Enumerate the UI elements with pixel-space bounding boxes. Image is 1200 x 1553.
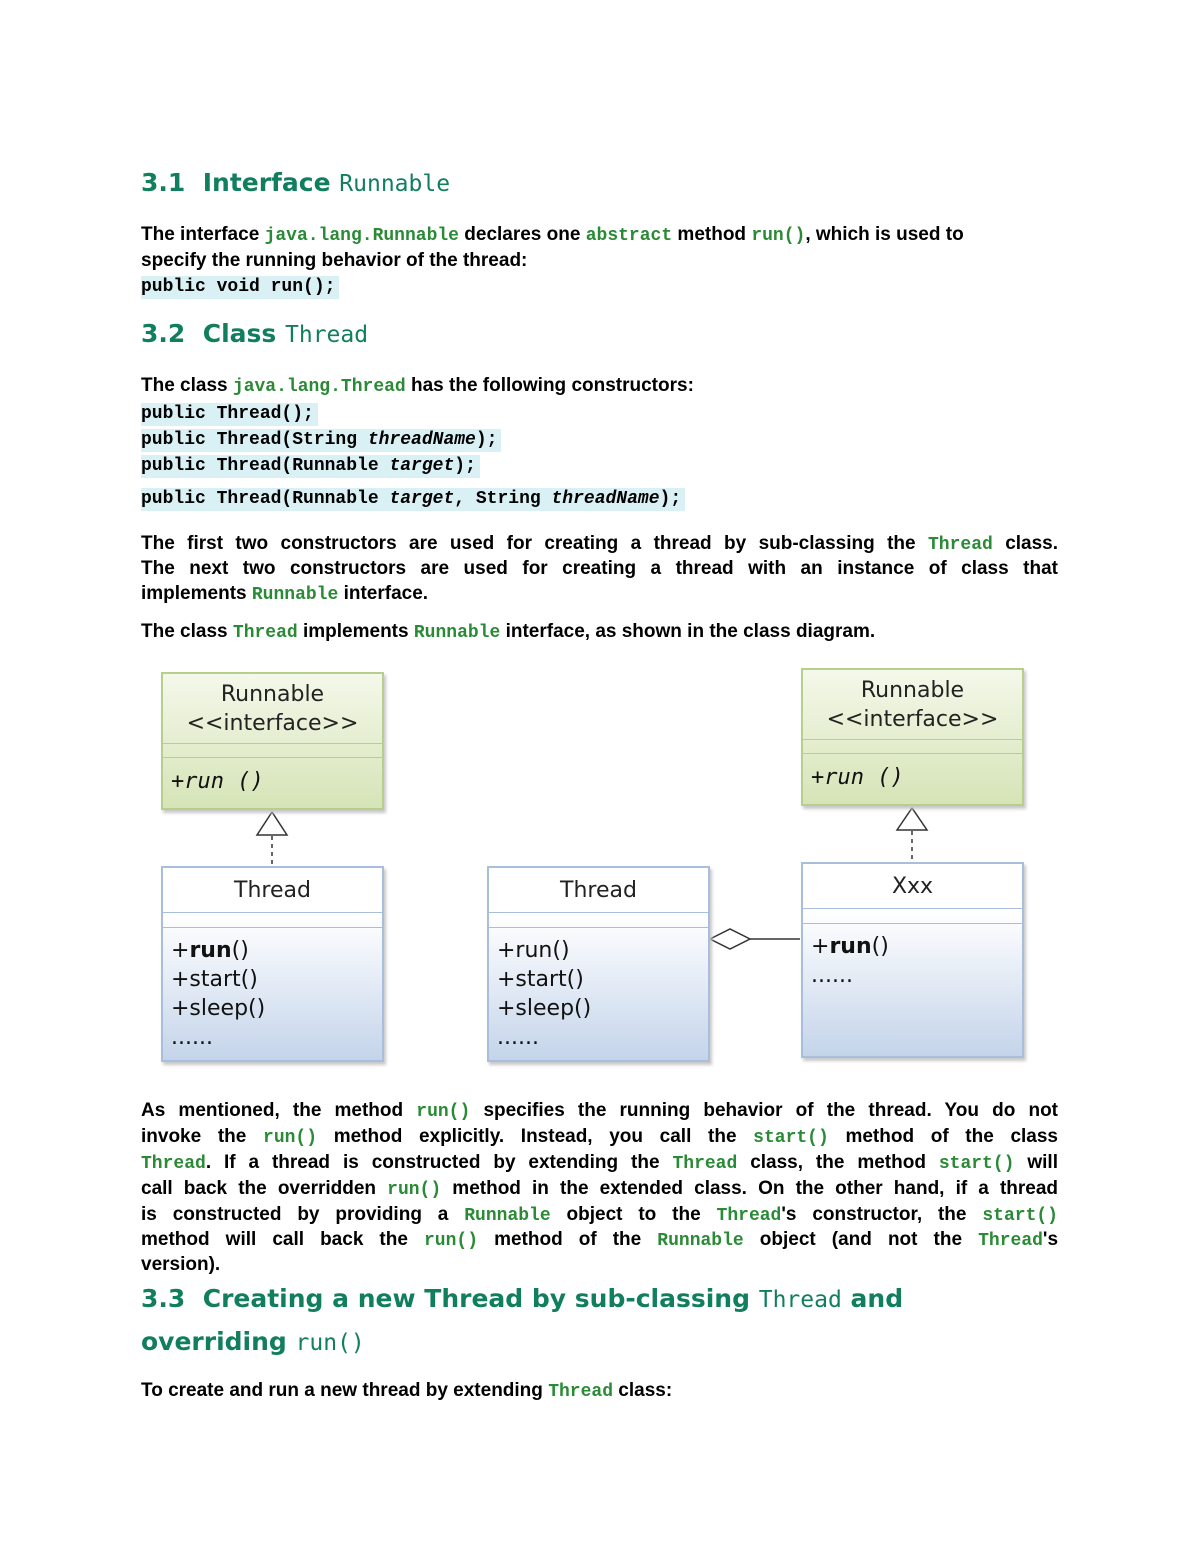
code-param: threadName xyxy=(367,430,476,450)
paragraph-run-explanation-line6 xyxy=(141,1227,1058,1255)
uml-operations xyxy=(811,932,889,990)
inline-code: java.lang.Thread xyxy=(232,377,406,397)
uml-stereotype: <<interface>> xyxy=(826,707,999,732)
section-title-code: run() xyxy=(295,1330,365,1356)
uml-divider xyxy=(163,927,382,928)
text: will xyxy=(1027,1152,1058,1173)
text: method will call back the xyxy=(141,1229,408,1250)
text: object to the xyxy=(566,1204,701,1225)
inline-code: abstract xyxy=(585,226,673,246)
uml-stereotype: <<interface>> xyxy=(186,711,359,736)
code-part: , String xyxy=(454,489,552,509)
text: The first two constructors are used for creating a thread by sub-classing the xyxy=(141,533,916,554)
text: is constructed by providing a xyxy=(141,1204,449,1225)
section-title: Creating a new Thread by sub-classing xyxy=(202,1284,750,1313)
text: method explicitly. Instead, you call the xyxy=(333,1126,737,1147)
uml-operations xyxy=(497,936,591,1052)
code-ctor-1 xyxy=(141,404,318,424)
code-part: public Thread(String xyxy=(141,430,368,450)
uml-ellipsis: ...... xyxy=(497,1025,539,1050)
text: call back the overridden xyxy=(141,1178,377,1199)
text: , which is used to xyxy=(805,224,964,245)
paragraph-run-explanation-line2 xyxy=(141,1124,1058,1152)
uml-runnable-interface-left xyxy=(161,672,384,810)
section-title: Class xyxy=(202,319,277,348)
text: To create and run a new thread by extending xyxy=(141,1380,543,1401)
paragraph-create-thread xyxy=(141,1378,672,1406)
uml-divider xyxy=(803,908,1022,909)
uml-operation: +sleep() xyxy=(171,996,266,1021)
uml-ellipsis: ...... xyxy=(171,1025,213,1050)
code-param: threadName xyxy=(551,489,660,509)
uml-class-name: Thread xyxy=(560,878,637,903)
paragraph-ctor-usage-line3 xyxy=(141,581,428,609)
text: class: xyxy=(618,1380,673,1401)
paragraph-run-explanation-line4 xyxy=(141,1176,1058,1204)
uml-operation: +run() xyxy=(497,938,570,963)
text: method in the extended class. On the other hand, if a thread xyxy=(452,1178,1059,1199)
uml-operation: +run () xyxy=(811,765,904,790)
uml-thread-class-middle xyxy=(487,866,710,1062)
op-suffix: () xyxy=(231,938,249,963)
inline-code: java.lang.Runnable xyxy=(264,226,459,246)
code-ctor-3 xyxy=(141,456,480,476)
text: interface, as shown in the class diagram. xyxy=(505,621,876,642)
uml-divider xyxy=(803,739,1022,740)
inline-code: start() xyxy=(938,1154,1015,1174)
section-3-3-heading-line1 xyxy=(141,1284,903,1313)
op-prefix: + xyxy=(171,938,190,963)
op-suffix: () xyxy=(871,934,889,959)
section-title-code: Thread xyxy=(758,1287,842,1313)
inline-code: Thread xyxy=(978,1231,1043,1251)
text: 's constructor, the xyxy=(781,1204,967,1225)
section-3-2-heading xyxy=(141,319,368,348)
code-param: target xyxy=(389,456,455,476)
paragraph-ctor-usage-line1 xyxy=(141,531,1058,559)
inline-code: start() xyxy=(982,1206,1058,1226)
inline-code: Thread xyxy=(927,535,993,555)
section-title-code: Thread xyxy=(285,322,369,348)
paragraph-run-explanation-line1 xyxy=(141,1098,1058,1126)
text: specifies the running behavior of the thread. You do not xyxy=(483,1100,1059,1121)
inline-code: Thread xyxy=(672,1154,738,1174)
uml-operation: +sleep() xyxy=(497,996,592,1021)
text: class. xyxy=(1005,533,1059,554)
uml-divider xyxy=(163,912,382,913)
code-param: target xyxy=(389,489,455,509)
paragraph-line: specify the running behavior of the thread: xyxy=(141,250,528,271)
text: As mentioned, the method xyxy=(141,1100,404,1121)
text: . If a thread is constructed by extending the xyxy=(205,1152,660,1173)
uml-divider xyxy=(163,743,382,744)
section-title-code: Runnable xyxy=(339,171,451,197)
section-title: overriding xyxy=(141,1327,287,1356)
inline-code: Runnable xyxy=(657,1231,744,1251)
inline-code: run() xyxy=(263,1128,318,1148)
inline-code: Thread xyxy=(232,623,298,643)
paragraph-run-explanation-line3 xyxy=(141,1150,1058,1178)
code-run-signature xyxy=(141,277,339,297)
uml-divider xyxy=(489,927,708,928)
inline-code: Thread xyxy=(548,1382,613,1402)
code-line: public void run(); xyxy=(141,276,339,299)
code-line: public Thread(); xyxy=(141,403,318,426)
uml-class-name: Thread xyxy=(234,878,311,903)
paragraph-class-diagram-intro xyxy=(141,619,875,647)
inline-code: run() xyxy=(416,1102,471,1122)
uml-operation: +start() xyxy=(171,967,258,992)
text: has the following constructors: xyxy=(411,375,694,396)
text: The interface xyxy=(141,224,260,245)
uml-class-name: Runnable xyxy=(860,678,965,703)
text: implements xyxy=(141,583,247,604)
inline-code: start() xyxy=(753,1128,829,1148)
realization-arrow-left xyxy=(257,812,287,835)
text: interface. xyxy=(343,583,429,604)
section-title: Interface xyxy=(202,168,331,197)
section-number: 3.1 xyxy=(141,168,186,197)
inline-code: run() xyxy=(424,1231,479,1251)
op-name: run xyxy=(189,938,232,963)
uml-ellipsis: ...... xyxy=(811,963,853,988)
text: method xyxy=(677,224,747,245)
uml-runnable-interface-right xyxy=(801,668,1024,806)
code-part: ); xyxy=(475,430,498,450)
uml-operation: +start() xyxy=(497,967,584,992)
section-3-3-heading-line2 xyxy=(141,1327,365,1356)
uml-divider xyxy=(163,757,382,758)
paragraph-runnable-intro xyxy=(141,222,964,250)
inline-code: Runnable xyxy=(251,585,339,605)
text: invoke the xyxy=(141,1126,247,1147)
paragraph-thread-ctors xyxy=(141,373,694,401)
text: The class xyxy=(141,375,228,396)
section-title: and xyxy=(850,1284,904,1313)
text: method of the class xyxy=(845,1126,1058,1147)
uml-operations xyxy=(171,936,265,1052)
aggregation-diamond xyxy=(710,929,750,949)
realization-arrow-right xyxy=(897,808,927,830)
section-number: 3.2 xyxy=(141,319,186,348)
uml-divider xyxy=(803,923,1022,924)
uml-class-name: Runnable xyxy=(220,682,325,707)
text: implements xyxy=(302,621,409,642)
inline-code: run() xyxy=(751,226,806,246)
text: class, the method xyxy=(750,1152,926,1173)
uml-class-name: Xxx xyxy=(891,874,934,899)
text: The class xyxy=(141,621,228,642)
text: object (and not the xyxy=(759,1229,963,1250)
inline-code: run() xyxy=(387,1180,442,1200)
uml-divider xyxy=(803,753,1022,754)
inline-code: Thread xyxy=(716,1206,782,1226)
uml-divider xyxy=(489,912,708,913)
code-part: public Thread(Runnable xyxy=(141,456,390,476)
code-part: ); xyxy=(659,489,682,509)
section-3-1-heading xyxy=(141,168,450,197)
inline-code: Thread xyxy=(141,1154,206,1174)
text: 's xyxy=(1042,1229,1059,1250)
op-name: run xyxy=(829,934,872,959)
paragraph-run-explanation-line5 xyxy=(141,1202,1058,1230)
paragraph-ctor-usage-line2: The next two constructors are used for creating a thread with an instance of class that xyxy=(141,558,1058,579)
inline-code: Runnable xyxy=(413,623,501,643)
uml-xxx-class xyxy=(801,862,1024,1058)
paragraph-run-explanation-line7: version). xyxy=(141,1254,221,1275)
text: declares one xyxy=(464,224,581,245)
code-part: ); xyxy=(454,456,476,476)
op-prefix: + xyxy=(811,934,830,959)
section-number: 3.3 xyxy=(141,1284,186,1313)
code-ctor-4 xyxy=(141,489,685,509)
inline-code: Runnable xyxy=(464,1206,551,1226)
text: method of the xyxy=(494,1229,642,1250)
uml-thread-class-left xyxy=(161,866,384,1062)
code-part: public Thread(Runnable xyxy=(141,489,390,509)
code-ctor-2 xyxy=(141,430,501,450)
uml-operation: +run () xyxy=(171,769,264,794)
